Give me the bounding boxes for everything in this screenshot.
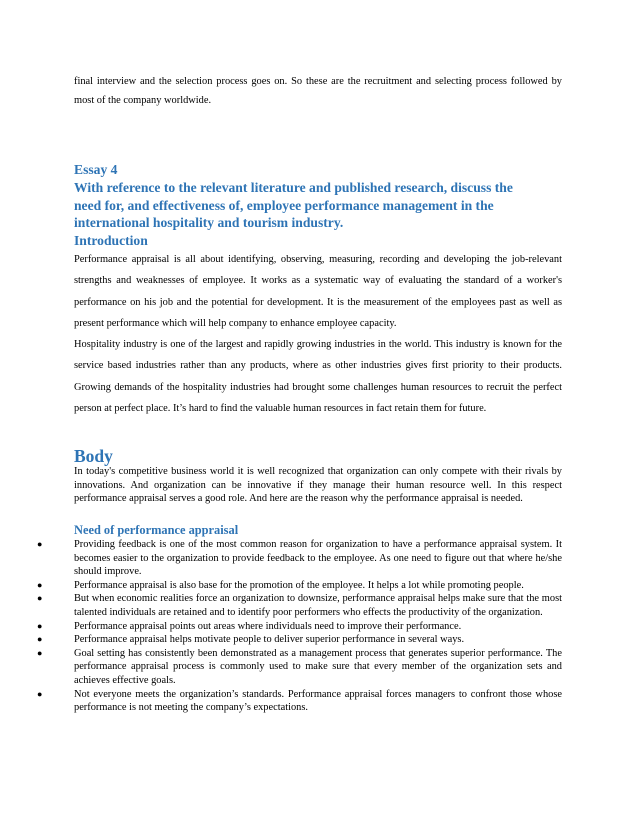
bullet-text: Not everyone meets the organization’s standards. Performance appraisal forces managers to confront those whose performance is not meeting the company’s expectations. (74, 688, 562, 714)
bullet-icon: ● (37, 539, 43, 549)
top-paragraph: final interview and the selection process goes on. So these are the recruitment and selecting process followed by most of the company worldwide. (74, 76, 562, 106)
list-item (0, 647, 562, 688)
essay-question-line-3: international hospitality and tourism industry. (74, 215, 344, 231)
bullet-text: Performance appraisal points out areas where individuals need to improve their performance. (74, 620, 462, 632)
bullet-text: But when economic realities force an organization to downsize, performance appraisal helps make sure that the most talented individuals are retained and to identify poor performers who effects the productivity of the organization. (74, 593, 562, 618)
essay-question-line-2: need for, and effectiveness of, employee performance management in the (74, 197, 494, 213)
bullet-icon: ● (37, 688, 43, 699)
introduction-paragraph-2: Hospitality industry is one of the largest and rapidly growing industries in the world. This industry is known for the service based industries rather than any products, where as other industries gives first priority to their products. Growing demands of the hospitality industries had brought some challenges human resources to recruit the perfect person at perfect place. It’s hard to find the valuable human resources in fact retain them for future. (74, 339, 562, 415)
essay-heading-block (74, 161, 564, 250)
bullet-icon: ● (37, 620, 43, 631)
essay-question-line-1: With reference to the relevant literature and published research, discuss the (74, 179, 513, 195)
list-item (0, 592, 562, 619)
bullet-text: Providing feedback is one of the most common reason for organization to have a performance appraisal system. It becomes easier to the organization to provide feedback to the employee. As one need to figure out that where he/she should improve. (74, 539, 562, 578)
introduction-heading: Introduction (74, 233, 148, 249)
bullet-icon: ● (37, 579, 43, 590)
bullet-icon: ● (37, 634, 43, 645)
bullet-text: Performance appraisal is also base for the promotion of the employee. It helps a lot while promoting people. (74, 579, 524, 591)
bullet-text: Performance appraisal helps motivate people to deliver superior performance in several ways. (74, 634, 465, 646)
introduction-paragraph-1: Performance appraisal is all about identifying, observing, measuring, recording and developing the job-relevant strengths and weaknesses of employee. It works as a systematic way of evaluating the standard of a worker's performance on his job and the potential for development. It is the measurement of the employees past as well as present performance which will help company to enhance employee capacity. (74, 254, 562, 329)
list-item (0, 579, 562, 593)
body-paragraph: In today's competitive business world it is well recognized that organization can only compete with their rivals by innovations. And organization can be innovative if they manage their human resource well. In this respect performance appraisal serves a good role. And here are the reason why the performance appraisal is needed. (74, 466, 562, 505)
essay-label: Essay 4 (74, 162, 118, 177)
bullet-icon: ● (37, 593, 43, 604)
introduction-section (74, 249, 562, 419)
bullet-text: Goal setting has consistently been demonstrated as a management process that generates superior performance. The performance appraisal process is commonly used to make sure that every member of the organization sets and achieves effective goals. (74, 647, 562, 686)
need-bullet-list (0, 538, 638, 715)
need-of-performance-appraisal-heading: Need of performance appraisal (74, 523, 239, 537)
list-item (0, 688, 562, 715)
bullet-icon: ● (37, 647, 43, 658)
list-item (0, 538, 562, 579)
body-heading: Body (74, 446, 113, 466)
list-item (0, 620, 562, 634)
list-item (0, 633, 562, 647)
